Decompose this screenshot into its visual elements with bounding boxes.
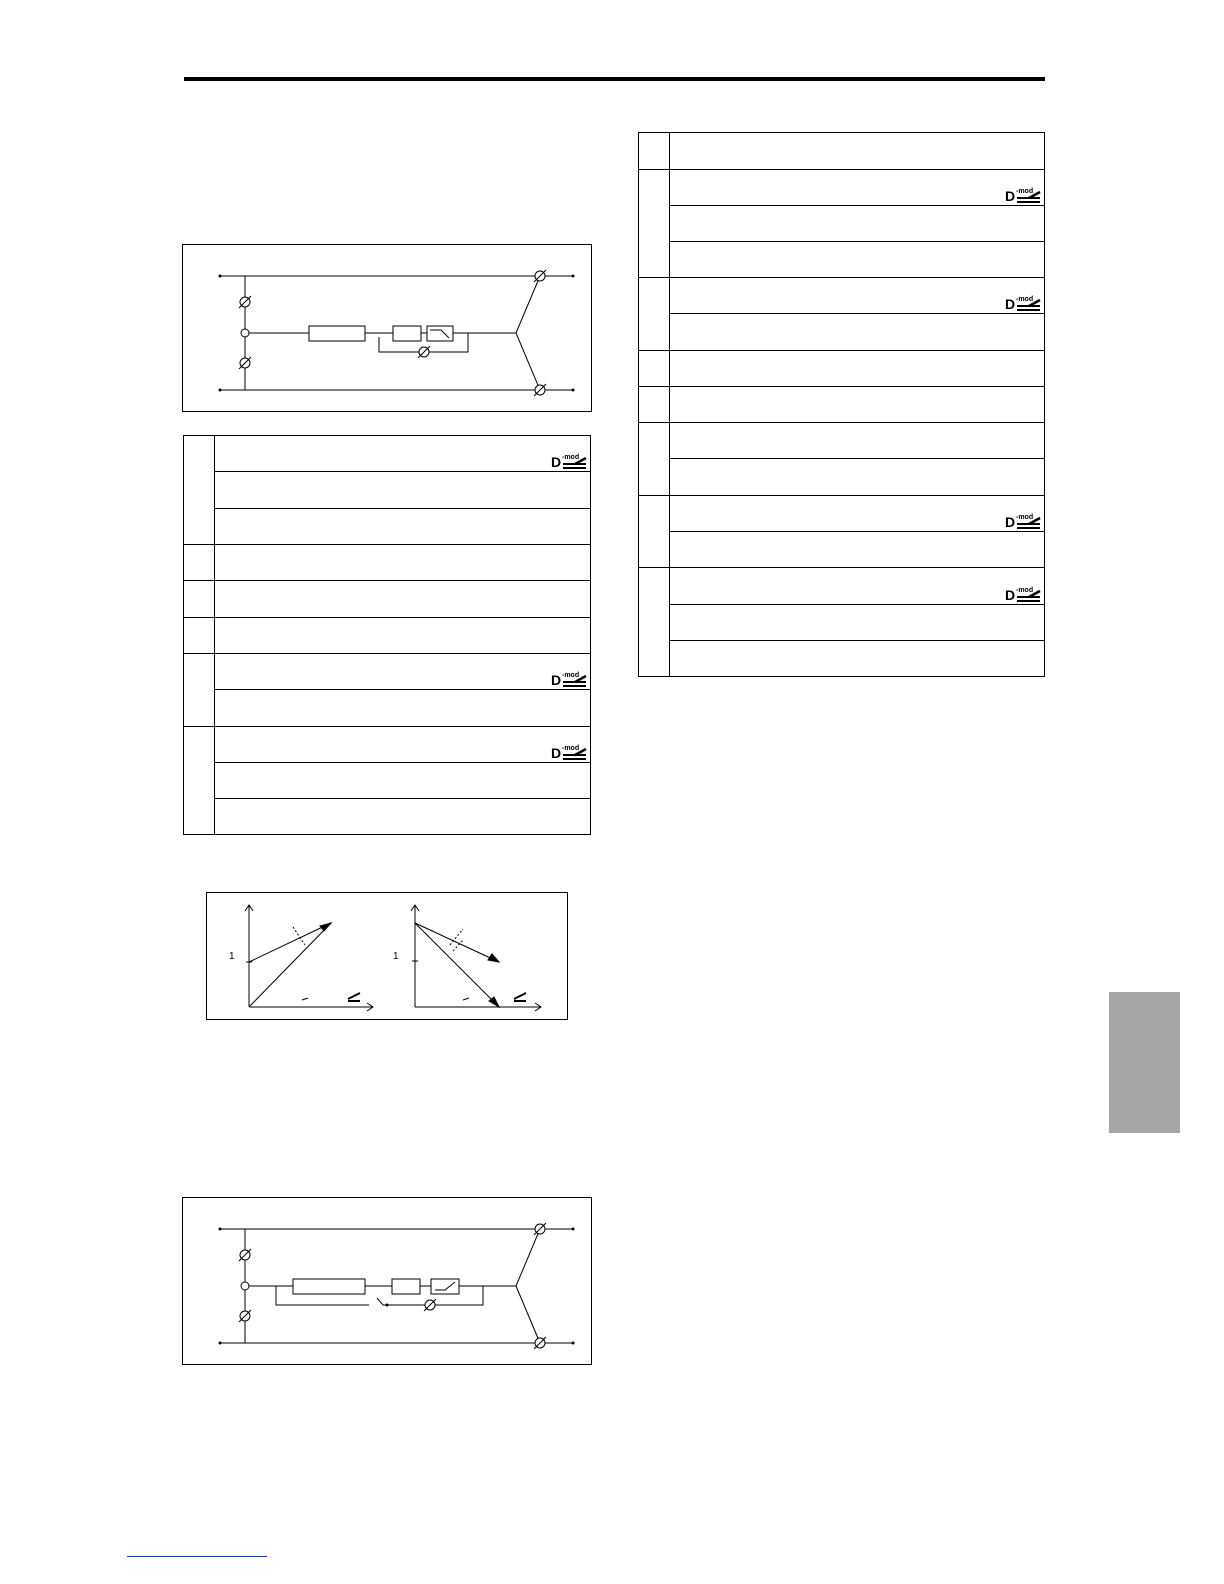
- param-number-cell: [639, 496, 670, 568]
- block-diagram-2-svg: [183, 1198, 593, 1366]
- table-row: [639, 423, 1045, 459]
- param-cell: [215, 763, 591, 799]
- param-number-cell: [184, 618, 215, 654]
- svg-text:D: D: [1005, 188, 1016, 203]
- param-cell: [215, 618, 591, 654]
- table-row: [639, 314, 1045, 351]
- param-cell: [670, 496, 1045, 532]
- table-row: [639, 206, 1045, 242]
- dmod-icon: [551, 671, 587, 687]
- dmod-icon: [1005, 586, 1041, 602]
- table-row: [184, 799, 591, 835]
- svg-text:D: D: [1005, 296, 1016, 311]
- param-number-cell: [639, 387, 670, 423]
- left-parameter-table: [183, 435, 591, 835]
- table-row: [639, 242, 1045, 278]
- table-row: [184, 727, 591, 763]
- dmod-icon: [1005, 295, 1041, 311]
- block-diagram-1-svg: [183, 245, 593, 413]
- param-number-cell: [639, 133, 670, 170]
- svg-text:D: D: [1005, 587, 1016, 602]
- table-row: [639, 170, 1045, 206]
- svg-text:-mod: -mod: [1016, 188, 1034, 195]
- svg-text:D: D: [551, 672, 562, 687]
- param-cell: [670, 351, 1045, 387]
- table-row: [639, 278, 1045, 314]
- param-cell: [215, 545, 591, 581]
- table-row: [184, 545, 591, 581]
- table-row: [184, 690, 591, 727]
- table-row: [184, 654, 591, 690]
- right-axis-tick-label: 1: [393, 951, 399, 962]
- table-row: [639, 387, 1045, 423]
- param-cell: [670, 423, 1045, 459]
- param-cell: [670, 314, 1045, 351]
- param-number-cell: [184, 727, 215, 835]
- param-cell: [215, 581, 591, 618]
- svg-text:-mod: -mod: [1016, 514, 1034, 521]
- param-cell: [215, 727, 591, 763]
- svg-text:-mod: -mod: [1016, 296, 1034, 303]
- chapter-side-tab: [1109, 992, 1180, 1133]
- param-cell: [215, 799, 591, 835]
- table-row: [639, 459, 1045, 496]
- dmod-icon: [1005, 513, 1041, 529]
- block-diagram-2: [182, 1197, 592, 1365]
- table-row: [184, 472, 591, 509]
- param-cell: [215, 654, 591, 690]
- dmod-icon: [551, 453, 587, 469]
- param-number-cell: [184, 545, 215, 581]
- param-cell: [670, 387, 1045, 423]
- table-row: [639, 133, 1045, 170]
- param-cell: [215, 690, 591, 727]
- svg-text:-mod: -mod: [1016, 587, 1034, 594]
- modulation-graph: [206, 892, 568, 1020]
- param-number-cell: [639, 170, 670, 278]
- table-row: [184, 763, 591, 799]
- table-row: [639, 568, 1045, 605]
- table-row: [184, 436, 591, 472]
- block-diagram-1: [182, 244, 592, 412]
- param-number-cell: [184, 654, 215, 727]
- left-axis-tick-label: 1: [229, 951, 235, 962]
- param-number-cell: [639, 278, 670, 351]
- right-parameter-table: [638, 132, 1045, 677]
- param-cell: [670, 568, 1045, 605]
- param-cell: [670, 170, 1045, 206]
- table-row: [184, 509, 591, 545]
- param-cell: [215, 472, 591, 509]
- param-number-cell: [639, 423, 670, 496]
- svg-text:-mod: -mod: [562, 454, 580, 461]
- param-cell: [215, 436, 591, 472]
- svg-text:D: D: [551, 745, 562, 760]
- svg-text:-mod: -mod: [562, 745, 580, 752]
- param-cell: [670, 206, 1045, 242]
- table-row: [184, 581, 591, 618]
- table-row: [639, 605, 1045, 641]
- footer-link-underline[interactable]: [127, 1556, 267, 1557]
- modulation-graph-svg: [207, 893, 569, 1021]
- table-row: [639, 351, 1045, 387]
- param-cell: [670, 605, 1045, 641]
- param-number-cell: [639, 351, 670, 387]
- param-number-cell: [184, 581, 215, 618]
- param-cell: [670, 532, 1045, 568]
- svg-text:D: D: [551, 454, 562, 469]
- param-cell: [670, 641, 1045, 677]
- param-number-cell: [184, 436, 215, 545]
- svg-text:D: D: [1005, 514, 1016, 529]
- table-row: [639, 496, 1045, 532]
- dmod-icon: [551, 744, 587, 760]
- svg-text:-mod: -mod: [562, 672, 580, 679]
- param-cell: [670, 133, 1045, 170]
- param-cell: [670, 242, 1045, 278]
- table-row: [184, 618, 591, 654]
- table-row: [639, 641, 1045, 677]
- param-cell: [215, 509, 591, 545]
- param-number-cell: [639, 568, 670, 677]
- param-cell: [670, 278, 1045, 314]
- param-cell: [670, 459, 1045, 496]
- page-header-rule: [184, 77, 1045, 81]
- dmod-icon: [1005, 187, 1041, 203]
- table-row: [639, 532, 1045, 568]
